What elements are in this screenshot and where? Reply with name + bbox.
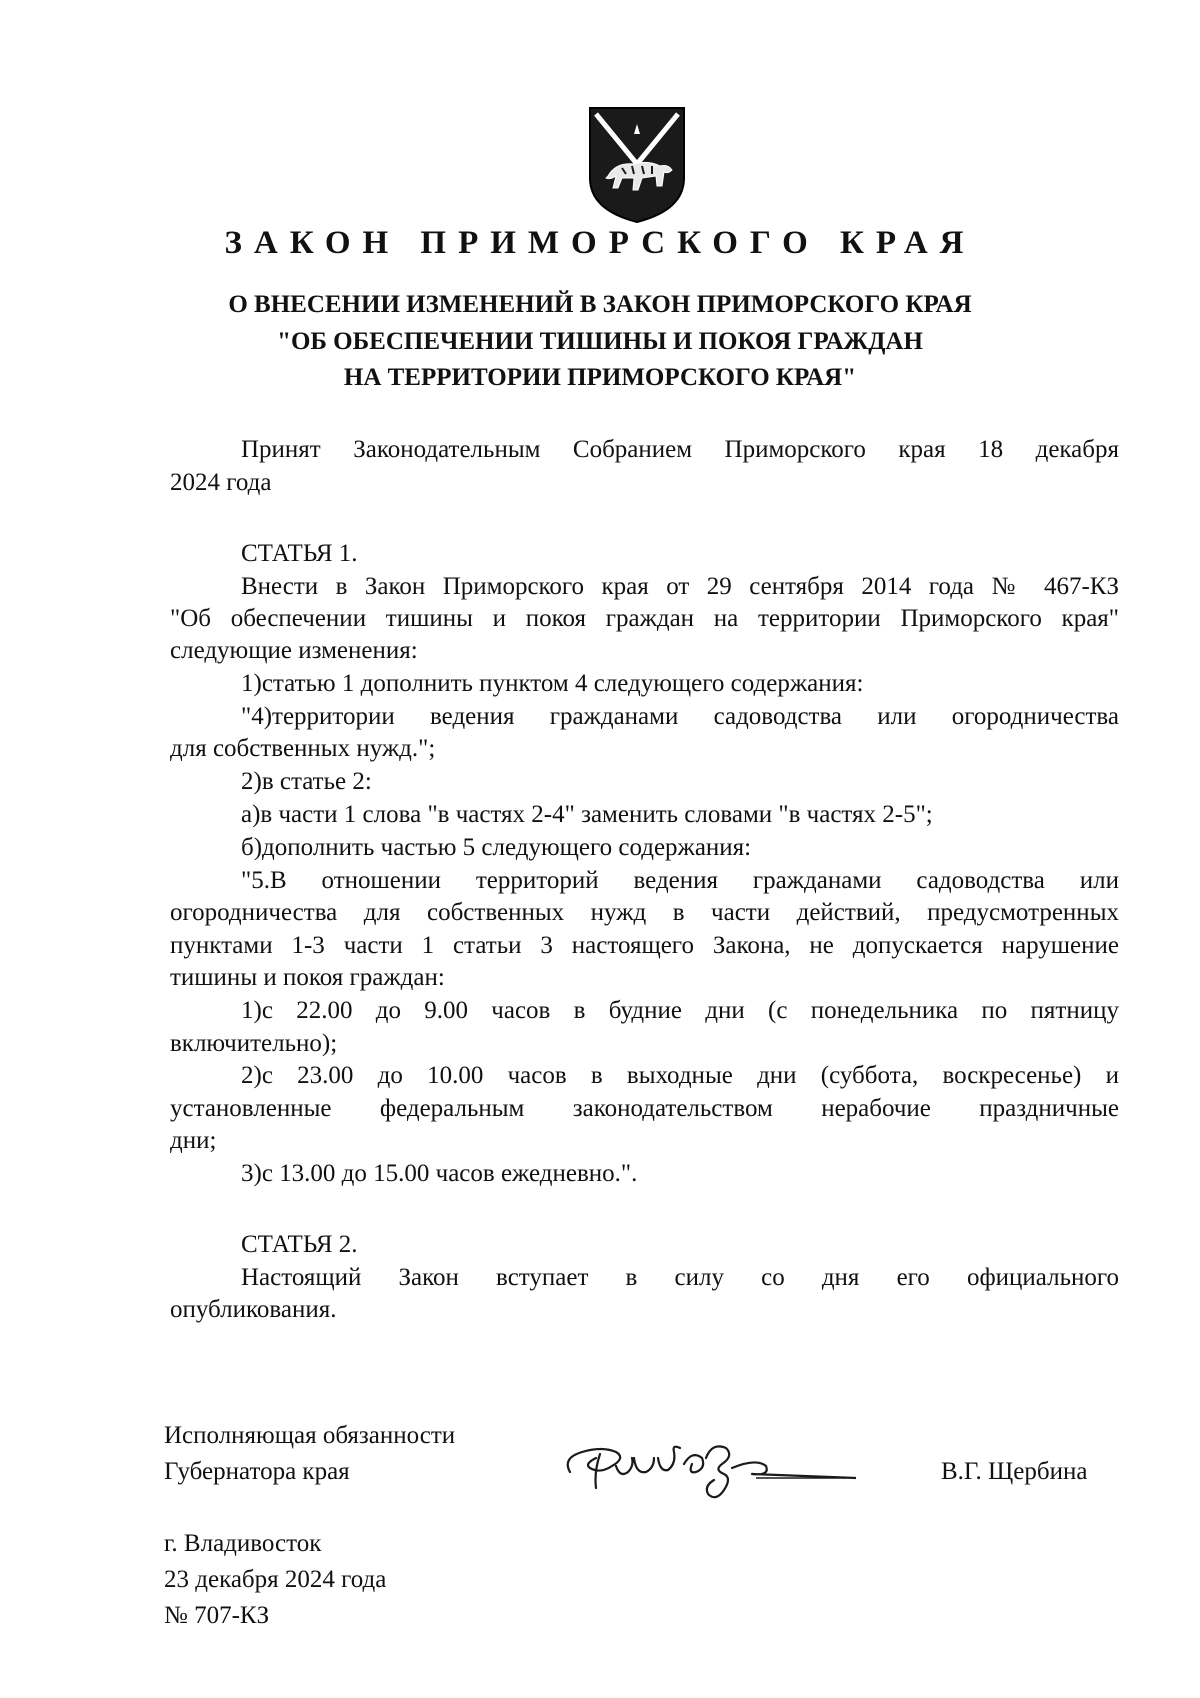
article-2-line-1: Настоящий Закон вступает в силу со дня его официального (241, 1264, 1119, 1291)
article-1-line: а)в части 1 слова "в частях 2-4" заменить словами "в частях 2-5"; (241, 801, 933, 828)
signatory-name: В.Г. Щербина (941, 1458, 1088, 1485)
footer-city: г. Владивосток (164, 1530, 322, 1557)
handwritten-signature (556, 1428, 856, 1518)
article-1-line: 2)в статье 2: (241, 768, 372, 795)
article-1-line: "4)территории ведения гражданами садоводства или огородничества (241, 703, 1119, 730)
article-2-heading: СТАТЬЯ 2. (241, 1231, 358, 1258)
adoption-line-1: Принят Законодательным Собранием Приморского края 18 декабря (241, 436, 1119, 463)
article-1-heading: СТАТЬЯ 1. (241, 540, 358, 567)
subtitle-line-2: "ОБ ОБЕСПЕЧЕНИИ ТИШИНЫ И ПОКОЯ ГРАЖДАН (277, 328, 923, 355)
signatory-title-line-2: Губернатора края (164, 1458, 350, 1485)
footer-date: 23 декабря 2024 года (164, 1566, 387, 1593)
subtitle-line-1: О ВНЕСЕНИИ ИЗМЕНЕНИЙ В ЗАКОН ПРИМОРСКОГО КРАЯ (228, 291, 972, 318)
coat-of-arms-emblem (586, 104, 688, 224)
subtitle-line-3: НА ТЕРРИТОРИИ ПРИМОРСКОГО КРАЯ" (343, 364, 857, 391)
article-1-line: Внести в Закон Приморского края от 29 сентября 2014 года № 467-КЗ (241, 573, 1119, 600)
article-1-line: 1)статью 1 дополнить пунктом 4 следующего содержания: (241, 670, 864, 697)
article-1-line: дни; (170, 1127, 217, 1154)
article-1-line: следующие изменения: (170, 637, 418, 664)
article-1-line: тишины и покоя граждан: (170, 964, 445, 991)
article-1-line: установленные федеральным законодательством нерабочие праздничные (170, 1095, 1119, 1122)
article-1-line: для собственных нужд."; (170, 735, 436, 762)
article-1-line: б)дополнить частью 5 следующего содержания: (241, 834, 752, 861)
article-1-line: пунктами 1-3 части 1 статьи 3 настоящего Закона, не допускается нарушение (170, 932, 1119, 959)
article-1-line: включительно); (170, 1030, 338, 1057)
article-1-line: огородничества для собственных нужд в части действий, предусмотренных (170, 899, 1119, 926)
article-1-line: 2)с 23.00 до 10.00 часов в выходные дни (суббота, воскресенье) и (241, 1062, 1119, 1089)
adoption-line-2: 2024 года (170, 469, 272, 496)
footer-number: № 707-КЗ (164, 1602, 270, 1629)
article-1-line: 3)с 13.00 до 15.00 часов ежедневно.". (241, 1160, 638, 1187)
article-1-line: 1)с 22.00 до 9.00 часов в будние дни (с понедельника по пятницу (241, 997, 1119, 1024)
signatory-title-line-1: Исполняющая обязанности (164, 1422, 456, 1449)
article-2-line-2: опубликования. (170, 1296, 337, 1323)
article-1-line: "Об обеспечении тишины и покоя граждан на территории Приморского края" (170, 605, 1119, 632)
article-1-line: "5.В отношении территорий ведения гражданами садоводства или (241, 867, 1119, 894)
law-title: ЗАКОН ПРИМОРСКОГО КРАЯ (224, 225, 976, 261)
